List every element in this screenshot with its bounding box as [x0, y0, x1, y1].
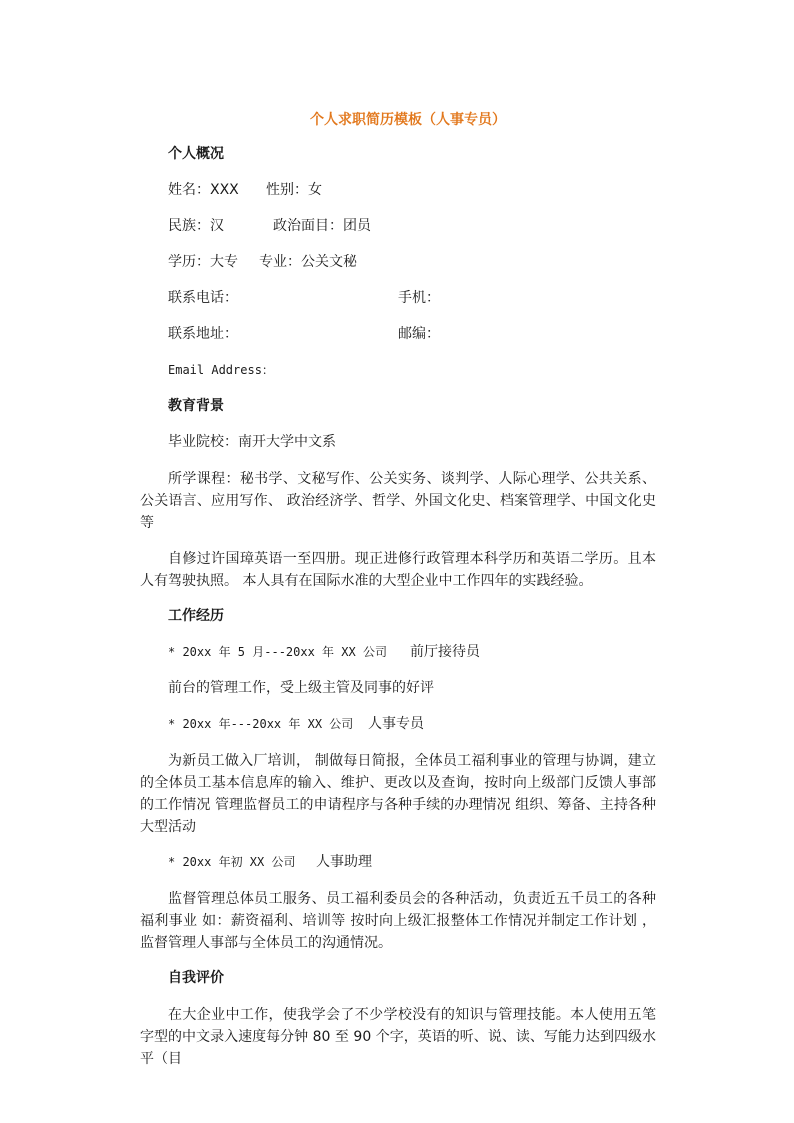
- document-title: 个人求职简历模板（人事专员）: [310, 112, 506, 128]
- job-entry-1: [168, 642, 656, 662]
- job-1-period: * 20xx 年 5 月---20xx 年 XX 公司: [168, 645, 387, 659]
- row-education-major: [168, 252, 656, 272]
- field-school: 毕业院校：南开大学中文系: [168, 434, 336, 450]
- section-heading-work: 工作经历: [168, 608, 224, 624]
- paragraph-self-study: 自修过许国璋英语一至四册。现正进修行政管理本科学历和英语二学历。且本人有驾驶执照。 本人具有在国际水准的大型企业中工作四年的实践经验。: [140, 551, 656, 589]
- field-email: Email Address：: [168, 363, 274, 377]
- row-ethnicity-political: [168, 216, 656, 236]
- field-political: 政治面目：团员: [273, 218, 371, 234]
- section-heading-self-eval: 自我评价: [168, 970, 224, 986]
- job-2-title: 人事专员: [368, 716, 424, 732]
- job-3-description: 监督管理总体员工服务、员工福利委员会的各种活动，负责近五千员工的各种福利事业 如：薪资福利、培训等 按时向上级汇报整体工作情况并制定工作计划 ，监督管理人事部与全体员工的沟通情况。: [140, 891, 656, 951]
- field-gender: 性别：女: [266, 182, 322, 198]
- job-entry-3: [168, 852, 656, 872]
- row-email: [168, 360, 656, 380]
- paragraph-courses: 所学课程：秘书学、文秘写作、公关实务、谈判学、人际心理学、公共关系、公关语言、应用写作、 政治经济学、哲学、外国文化史、档案管理学、中国文化史等: [140, 471, 656, 531]
- section-heading-education: 教育背景: [168, 398, 224, 414]
- row-address-postcode: [168, 324, 656, 344]
- job-1-description: 前台的管理工作，受上级主管及同事的好评: [168, 680, 434, 696]
- job-entry-2: [168, 714, 656, 734]
- job-1-title: 前厅接待员: [410, 644, 480, 660]
- job-3-period: * 20xx 年初 XX 公司: [168, 855, 296, 869]
- row-phone-mobile: [168, 288, 656, 308]
- field-address: 联系地址：: [168, 326, 238, 342]
- job-2-description: 为新员工做入厂培训， 制做每日简报，全体员工福利事业的管理与协调，建立的全体员工基本信息库的输入、维护、更改以及查询，按时向上级部门反馈人事部的工作情况 管理监督员工的申请程序与各种手续的办理情况 组织、筹备、主持各种大型活动: [140, 753, 656, 835]
- field-mobile: 手机：: [398, 290, 440, 306]
- section-heading-personal: 个人概况: [168, 146, 224, 162]
- field-education: 学历：大专: [168, 254, 238, 270]
- job-2-period: * 20xx 年---20xx 年 XX 公司: [168, 717, 354, 731]
- paragraph-self-eval: 在大企业中工作，使我学会了不少学校没有的知识与管理技能。本人使用五笔字型的中文录入速度每分钟 80 至 90 个字，英语的听、说、读、写能力达到四级水平（目: [140, 1007, 656, 1067]
- field-major: 专业：公关文秘: [259, 254, 357, 270]
- field-ethnicity: 民族：汉: [168, 218, 224, 234]
- field-name: 姓名：XXX: [168, 182, 239, 198]
- row-name-gender: [168, 180, 656, 200]
- resume-body: [140, 110, 656, 1084]
- field-postcode: 邮编：: [398, 326, 440, 342]
- field-phone: 联系电话：: [168, 290, 238, 306]
- job-3-title: 人事助理: [316, 854, 372, 870]
